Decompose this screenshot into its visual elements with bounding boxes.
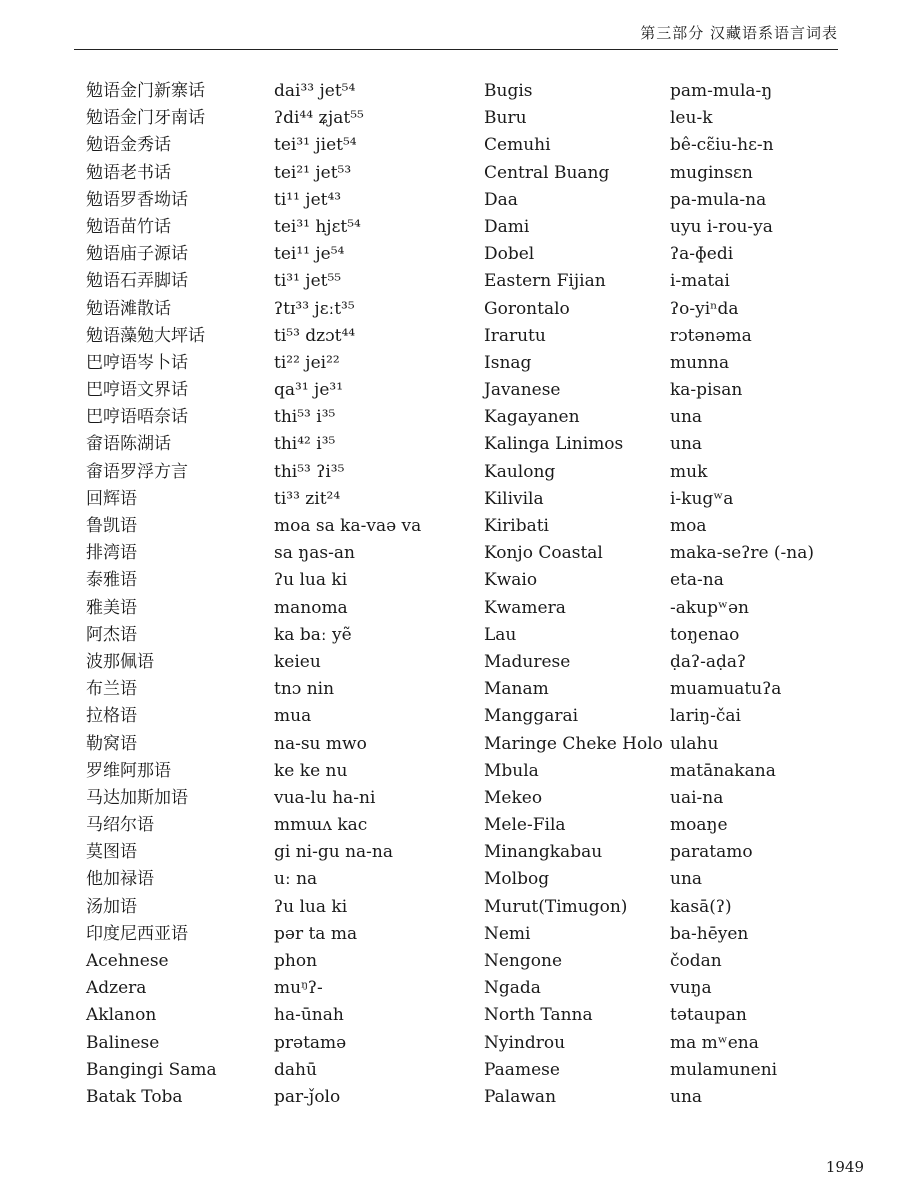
word-form: pam-mula-ŋ bbox=[670, 81, 773, 101]
language-name: 马达加斯加语 bbox=[86, 787, 188, 808]
language-name: Mbula bbox=[484, 760, 539, 781]
word-form: ke ke nu bbox=[274, 760, 348, 781]
language-name: Aklanon bbox=[86, 1005, 157, 1026]
table-row bbox=[86, 894, 876, 921]
word-form: keieu bbox=[274, 651, 321, 672]
word-form: toŋenao bbox=[670, 624, 740, 645]
language-name: 阿杰语 bbox=[86, 624, 137, 645]
table-row bbox=[86, 431, 876, 458]
language-name: 他加禄语 bbox=[86, 869, 154, 890]
word-form: tei¹¹ je⁵⁴ bbox=[274, 244, 345, 265]
language-name: 勉语金秀话 bbox=[86, 135, 171, 156]
language-name: North Tanna bbox=[484, 1005, 593, 1026]
word-form: i-matai bbox=[670, 271, 730, 292]
word-form: una bbox=[670, 1086, 703, 1107]
table-row bbox=[86, 866, 876, 893]
word-form: vua-lu ha-ni bbox=[274, 787, 376, 808]
language-name: Acehnese bbox=[86, 951, 169, 971]
table-row bbox=[86, 676, 876, 703]
language-name: Javanese bbox=[484, 380, 561, 401]
word-form: tnɔ nin bbox=[274, 679, 335, 700]
word-form: ka-pisan bbox=[670, 380, 743, 401]
language-name: 勉语罗香坳话 bbox=[86, 189, 188, 210]
table-row bbox=[86, 1002, 876, 1029]
table-row bbox=[86, 105, 876, 132]
language-name: 勉语老书话 bbox=[86, 162, 171, 183]
table-row bbox=[86, 595, 876, 622]
word-form: ti³¹ jet⁵⁵ bbox=[274, 271, 342, 292]
language-name: Nengone bbox=[484, 951, 563, 971]
table-row bbox=[86, 404, 876, 431]
language-name: 勉语金门牙南话 bbox=[86, 108, 205, 129]
table-row bbox=[86, 459, 876, 486]
word-form: tei²¹ jet⁵³ bbox=[274, 162, 352, 183]
language-name: 马绍尔语 bbox=[86, 815, 154, 836]
language-name: 勉语苗竹话 bbox=[86, 216, 171, 237]
page-header bbox=[0, 0, 900, 52]
word-form: gi ni-gu na-na bbox=[274, 842, 393, 863]
language-name: 布兰语 bbox=[86, 679, 137, 700]
table-row bbox=[86, 1030, 876, 1057]
language-name: Kalinga Linimos bbox=[484, 434, 624, 455]
word-form: moa sa ka-vaə va bbox=[274, 516, 422, 536]
table-row bbox=[86, 513, 876, 540]
word-form: moaŋe bbox=[670, 815, 728, 836]
word-form: -akupʷən bbox=[670, 597, 749, 618]
language-name: Kilivila bbox=[484, 488, 544, 509]
word-form: bê-cɛ̃iu-hɛ-n bbox=[670, 135, 774, 156]
language-name: 畲语陈湖话 bbox=[86, 434, 171, 455]
language-name: Adzera bbox=[86, 978, 147, 999]
table-row bbox=[86, 214, 876, 241]
word-form: matānakana bbox=[670, 760, 776, 781]
word-form: tei³¹ jiet⁵⁴ bbox=[274, 135, 357, 156]
language-name: Paamese bbox=[484, 1059, 560, 1080]
language-name: 波那佩语 bbox=[86, 651, 154, 672]
word-form: uyu i-rou-ya bbox=[670, 216, 773, 237]
word-form: qa³¹ je³¹ bbox=[274, 380, 344, 401]
language-name: 莫图语 bbox=[86, 842, 137, 863]
table-row bbox=[86, 731, 876, 758]
language-name: Konjo Coastal bbox=[484, 543, 603, 564]
word-form: uː na bbox=[274, 869, 318, 890]
word-form: prətamə bbox=[274, 1032, 347, 1053]
language-name: Balinese bbox=[86, 1032, 160, 1053]
table-row bbox=[86, 839, 876, 866]
word-form: pər ta ma bbox=[274, 923, 358, 944]
language-name: Lau bbox=[484, 624, 517, 645]
table-row bbox=[86, 187, 876, 214]
word-form: una bbox=[670, 869, 703, 890]
table-row bbox=[86, 268, 876, 295]
language-name: Manam bbox=[484, 679, 549, 700]
page-number: 1949 bbox=[825, 1158, 864, 1176]
language-name: Irarutu bbox=[484, 325, 546, 346]
word-form: eta-na bbox=[670, 570, 724, 591]
word-form: thi⁴² i³⁵ bbox=[274, 434, 336, 455]
word-form: ulahu bbox=[670, 733, 719, 754]
language-name: 回辉语 bbox=[86, 488, 137, 509]
table-row bbox=[86, 540, 876, 567]
language-name: 巴哼语唔奈话 bbox=[86, 407, 188, 428]
word-form: muamuatuʔa bbox=[670, 679, 782, 700]
header-title: 第三部分 汉藏语系语言词表 bbox=[640, 24, 838, 42]
language-name: Buru bbox=[484, 108, 527, 129]
language-name: 畲语罗浮方言 bbox=[86, 461, 188, 482]
word-form: tei³¹ hjɛt⁵⁴ bbox=[274, 216, 361, 237]
language-name: Eastern Fijian bbox=[484, 271, 606, 292]
header-rule bbox=[74, 49, 838, 50]
word-form: mmɯʌ kac bbox=[274, 815, 368, 836]
table-row bbox=[86, 350, 876, 377]
language-name: Dobel bbox=[484, 244, 535, 265]
table-row bbox=[86, 785, 876, 812]
table-row bbox=[86, 622, 876, 649]
word-form: thi⁵³ i³⁵ bbox=[274, 407, 336, 428]
word-form: muginsɛn bbox=[670, 162, 753, 183]
table-row bbox=[86, 703, 876, 730]
word-form: una bbox=[670, 407, 703, 428]
word-form: ma mʷena bbox=[670, 1032, 759, 1053]
word-form: vuŋa bbox=[670, 978, 712, 999]
word-form: i-kugʷa bbox=[670, 488, 734, 509]
language-name: Central Buang bbox=[484, 162, 610, 183]
language-name: 勉语庙子源话 bbox=[86, 244, 188, 265]
language-name: 巴哼语岑卜话 bbox=[86, 352, 188, 373]
word-form: muk bbox=[670, 461, 708, 482]
language-name: Bugis bbox=[484, 81, 533, 101]
word-form: una bbox=[670, 434, 703, 455]
language-name: 拉格语 bbox=[86, 706, 137, 727]
language-name: 鲁凯语 bbox=[86, 516, 137, 536]
word-form: muᵑʔ- bbox=[274, 978, 323, 999]
table-row bbox=[86, 323, 876, 350]
word-form: paratamo bbox=[670, 842, 753, 863]
language-name: Kwaio bbox=[484, 570, 538, 591]
word-form: čodan bbox=[670, 951, 722, 971]
word-form: rɔtənəma bbox=[670, 325, 752, 346]
word-form: phon bbox=[274, 951, 318, 971]
word-form: ti⁵³ dzɔt⁴⁴ bbox=[274, 325, 356, 346]
word-form: na-su mwo bbox=[274, 733, 367, 754]
table-row bbox=[86, 1084, 876, 1111]
table-row bbox=[86, 975, 876, 1002]
table-row bbox=[86, 296, 876, 323]
language-name: 勉语石弄脚话 bbox=[86, 271, 188, 292]
language-name: 巴哼语文界话 bbox=[86, 380, 188, 401]
language-name: Nemi bbox=[484, 923, 531, 944]
table-row bbox=[86, 78, 876, 105]
word-form: munna bbox=[670, 352, 730, 373]
language-name: Kwamera bbox=[484, 597, 566, 618]
word-form: leu-k bbox=[670, 108, 713, 129]
language-name: Isnag bbox=[484, 352, 532, 373]
table-row bbox=[86, 921, 876, 948]
language-name: 勉语金门新寨话 bbox=[86, 81, 205, 101]
word-form: ʔdi⁴⁴ ʑjat⁵⁵ bbox=[274, 108, 364, 129]
language-name: Madurese bbox=[484, 651, 571, 672]
language-name: Murut(Timugon) bbox=[484, 896, 628, 917]
language-name: 泰雅语 bbox=[86, 570, 137, 591]
language-name: Cemuhi bbox=[484, 135, 551, 156]
word-form: maka-seʔre (-na) bbox=[670, 543, 815, 564]
language-name: Batak Toba bbox=[86, 1086, 183, 1107]
word-form: lariŋ-čai bbox=[670, 706, 741, 727]
language-name: Palawan bbox=[484, 1086, 557, 1107]
word-form: tətaupan bbox=[670, 1005, 747, 1026]
word-form: ti¹¹ jet⁴³ bbox=[274, 189, 342, 210]
word-form: ḍaʔ-aḍaʔ bbox=[670, 651, 747, 672]
word-form: pa-mula-na bbox=[670, 189, 767, 210]
language-name: Molbog bbox=[484, 869, 550, 890]
word-form: dai³³ jet⁵⁴ bbox=[274, 81, 356, 101]
language-name: Kiribati bbox=[484, 516, 549, 536]
table-row bbox=[86, 241, 876, 268]
language-name: Ngada bbox=[484, 978, 541, 999]
language-name: Kagayanen bbox=[484, 407, 580, 428]
language-name: Minangkabau bbox=[484, 842, 603, 863]
table-row bbox=[86, 1057, 876, 1084]
language-name: 雅美语 bbox=[86, 597, 137, 618]
language-name: Gorontalo bbox=[484, 298, 570, 319]
word-form: par-ǰolo bbox=[274, 1086, 341, 1107]
table-row bbox=[86, 948, 876, 975]
table-row bbox=[86, 812, 876, 839]
word-form: ʔtɪ³³ jɛːt³⁵ bbox=[274, 298, 355, 319]
word-form: ti²² jei²² bbox=[274, 352, 340, 373]
word-form: sa ŋas-an bbox=[274, 543, 355, 564]
word-form: ʔu lua ki bbox=[274, 570, 348, 591]
word-list-table bbox=[86, 78, 876, 1111]
table-row bbox=[86, 758, 876, 785]
language-name: Nyindrou bbox=[484, 1032, 566, 1053]
word-form: ʔa-ɸedi bbox=[670, 244, 734, 265]
word-form: dahū bbox=[274, 1059, 317, 1080]
language-name: 汤加语 bbox=[86, 896, 137, 917]
word-form: ʔo-yiⁿda bbox=[670, 298, 739, 319]
table-row bbox=[86, 160, 876, 187]
word-form: ha-ūnah bbox=[274, 1005, 344, 1026]
language-name: Manggarai bbox=[484, 706, 579, 727]
language-name: Mele-Fila bbox=[484, 815, 566, 836]
word-form: thi⁵³ ʔi³⁵ bbox=[274, 461, 345, 482]
language-name: 勒窝语 bbox=[86, 733, 137, 754]
language-name: 勉语滩散话 bbox=[86, 298, 171, 319]
word-form: ti³³ zit²⁴ bbox=[274, 488, 341, 509]
language-name: Dami bbox=[484, 216, 530, 237]
word-form: ka baː yẽ bbox=[274, 624, 352, 645]
table-row bbox=[86, 486, 876, 513]
table-row bbox=[86, 649, 876, 676]
word-form: ʔu lua ki bbox=[274, 896, 348, 917]
language-name: Kaulong bbox=[484, 461, 556, 482]
language-name: 罗维阿那语 bbox=[86, 760, 171, 781]
language-name: Mekeo bbox=[484, 787, 543, 808]
word-form: kasā(ʔ) bbox=[670, 896, 732, 917]
language-name: 印度尼西亚语 bbox=[86, 923, 188, 944]
table-row bbox=[86, 132, 876, 159]
word-form: mulamuneni bbox=[670, 1059, 778, 1080]
word-form: manoma bbox=[274, 597, 348, 618]
language-name: Daa bbox=[484, 189, 518, 210]
word-form: uai-na bbox=[670, 787, 724, 808]
table-row bbox=[86, 377, 876, 404]
language-name: 排湾语 bbox=[86, 543, 137, 564]
word-form: moa bbox=[670, 516, 707, 536]
table-row bbox=[86, 567, 876, 594]
language-name: Maringe Cheke Holo bbox=[484, 733, 663, 754]
language-name: 勉语藻勉大坪话 bbox=[86, 325, 205, 346]
word-form: mua bbox=[274, 706, 312, 727]
language-name: Bangingi Sama bbox=[86, 1059, 217, 1080]
word-form: ba-hēyen bbox=[670, 923, 749, 944]
